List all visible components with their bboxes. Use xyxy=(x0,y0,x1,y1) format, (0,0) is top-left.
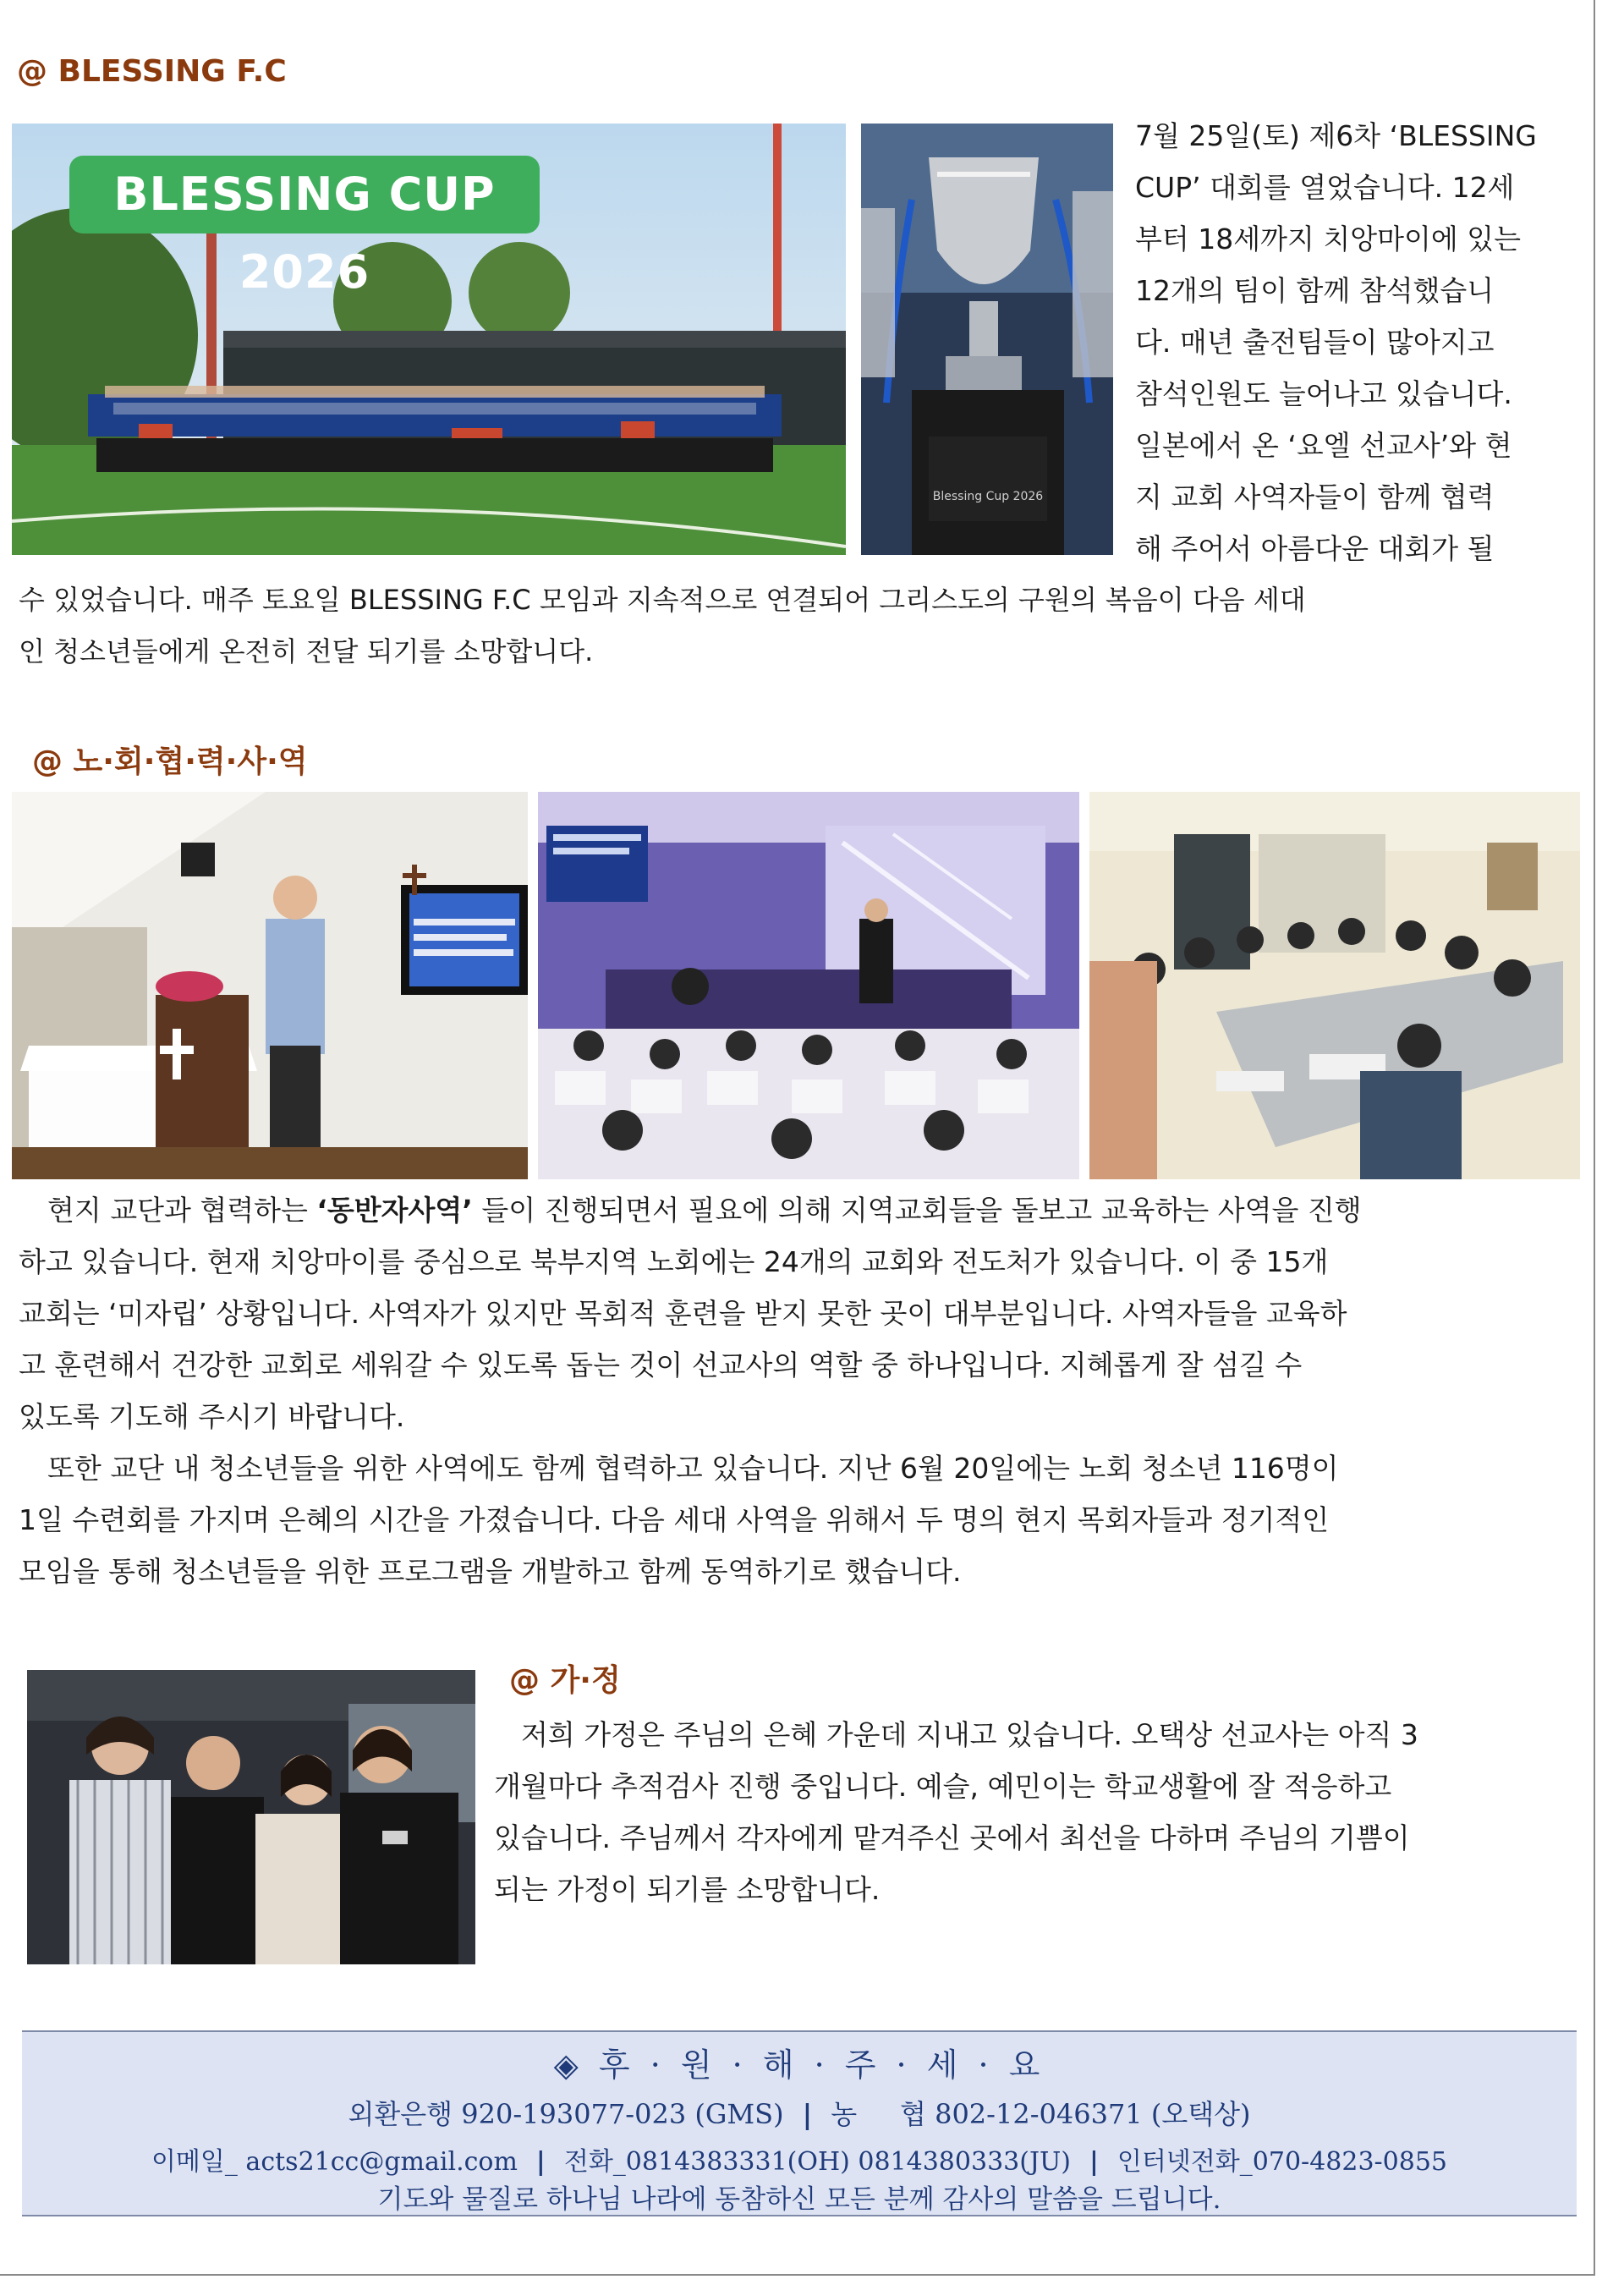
divider: | xyxy=(1089,2147,1099,2177)
text-line: 다. 매년 출전팀들이 많아지고 xyxy=(1135,326,1495,359)
text-line: 또한 교단 내 청소년들을 위한 사역에도 함께 협력하고 있습니다. 지난 6월 20일에는 노회 청소년 116명이 xyxy=(47,1452,1339,1485)
text-line: 있도록 기도해 주시기 바랍니다. xyxy=(19,1400,405,1433)
partner-ministry-term: ‘동반자사역’ xyxy=(316,1194,473,1227)
text-line: 있습니다. 주님께서 각자에게 맡겨주신 곳에서 최선을 다하며 주님의 기쁨이 xyxy=(494,1821,1410,1854)
text-line: 교회는 ‘미자립’ 상황입니다. 사역자가 있지만 목회적 훈련을 받지 못한 곳이 대부분입니다. 사역자들을 교육하 xyxy=(19,1297,1347,1330)
text-line: CUP’ 대회를 열었습니다. 12세 xyxy=(1135,171,1515,204)
contact-line xyxy=(22,2140,1577,2178)
text-line: 해 주어서 아름다운 대회가 될 xyxy=(1135,532,1495,565)
bank-accounts-line xyxy=(22,2093,1577,2132)
thanks-line: 기도와 물질로 하나님 나라에 동참하신 모든 분께 감사의 말씀을 드립니다. xyxy=(377,2184,1221,2215)
text-line: 지 교회 사역자들이 함께 협력 xyxy=(1135,481,1495,514)
section-heading-blessing: @ BLESSING F.C xyxy=(17,54,287,89)
email-text: 이메일_ acts21cc@gmail.com xyxy=(151,2147,518,2177)
text-line: 수 있었습니다. 매주 토요일 BLESSING F.C 모임과 지속적으로 연결되어 그리스도의 구원의 복음이 다음 세대 xyxy=(19,584,1306,616)
text-line: 인 청소년들에게 온전히 전달 되기를 소망합니다. xyxy=(19,635,594,667)
trophy-photo xyxy=(861,124,1113,555)
bank-account-nh: 농 협 802-12-046371 (오택상) xyxy=(831,2098,1251,2130)
text-line xyxy=(19,1184,1580,1236)
text-line-rest: 들이 진행되면서 필요에 의해 지역교회들을 돌보고 교육하는 사역을 진행 xyxy=(472,1194,1362,1227)
divider: | xyxy=(802,2098,813,2130)
family-photo xyxy=(27,1670,475,1964)
text-line-lead: 현지 교단과 협력하는 xyxy=(47,1194,317,1227)
text-line: 되는 가정이 되기를 소망합니다. xyxy=(494,1873,881,1906)
text-line: 1일 수련회를 가지며 은혜의 시간을 가졌습니다. 다음 세대 사역을 위해서 두 명의 현지 목회자들과 정기적인 xyxy=(19,1503,1330,1536)
team-group-photo xyxy=(12,124,846,555)
worship-service-photo xyxy=(538,792,1079,1179)
text-line: 12개의 팀이 함께 참석했습니 xyxy=(1135,274,1495,307)
text-line: 하고 있습니다. 현재 치앙마이를 중심으로 북부지역 노회에는 24개의 교회와 전도처가 있습니다. 이 중 15개 xyxy=(19,1245,1329,1278)
text-line: 참석인원도 늘어나고 있습니다. xyxy=(1135,377,1512,410)
trophy-plaque-text: Blessing Cup 2026 xyxy=(932,490,1044,503)
support-title: ◈ 후 · 원 · 해 · 주 · 세 · 요 xyxy=(553,2046,1045,2084)
internet-phone-text: 인터넷전화_070-4823-0855 xyxy=(1116,2147,1448,2177)
bank-account-keb: 외환은행 920-193077-023 (GMS) xyxy=(348,2098,784,2130)
text-line: 일본에서 온 ‘요엘 선교사’와 현 xyxy=(1135,429,1512,462)
meeting-room-photo xyxy=(1089,792,1580,1179)
text-line: 모임을 통해 청소년들을 위한 프로그램을 개발하고 함께 동역하기로 했습니다. xyxy=(19,1555,962,1588)
text-line: 고 훈련해서 건강한 교회로 세워갈 수 있도록 돕는 것이 선교사의 역할 중 하나입니다. 지혜롭게 잘 섬길 수 xyxy=(19,1348,1303,1381)
section-heading-family: @ 가·정 xyxy=(509,1663,621,1698)
section-heading-presbytery: @ 노·회·협·력·사·역 xyxy=(32,744,308,779)
blessing-cup-banner: BLESSING CUP 2026 xyxy=(69,156,540,233)
support-box xyxy=(22,2030,1577,2216)
text-line: 개월마다 추적검사 진행 중입니다. 예슬, 예민이는 학교생활에 잘 적응하고 xyxy=(494,1770,1392,1803)
church-preaching-photo xyxy=(12,792,528,1179)
text-line: 저희 가정은 주님의 은혜 가운데 지내고 있습니다. 오택상 선교사는 아직 3 xyxy=(521,1718,1418,1751)
divider: | xyxy=(535,2147,546,2177)
text-line: 7월 25일(토) 제6차 ‘BLESSING xyxy=(1135,119,1537,152)
phone-text: 전화_0814383331(OH) 0814380333(JU) xyxy=(563,2147,1071,2177)
text-line: 부터 18세까지 치앙마이에 있는 xyxy=(1135,222,1521,255)
